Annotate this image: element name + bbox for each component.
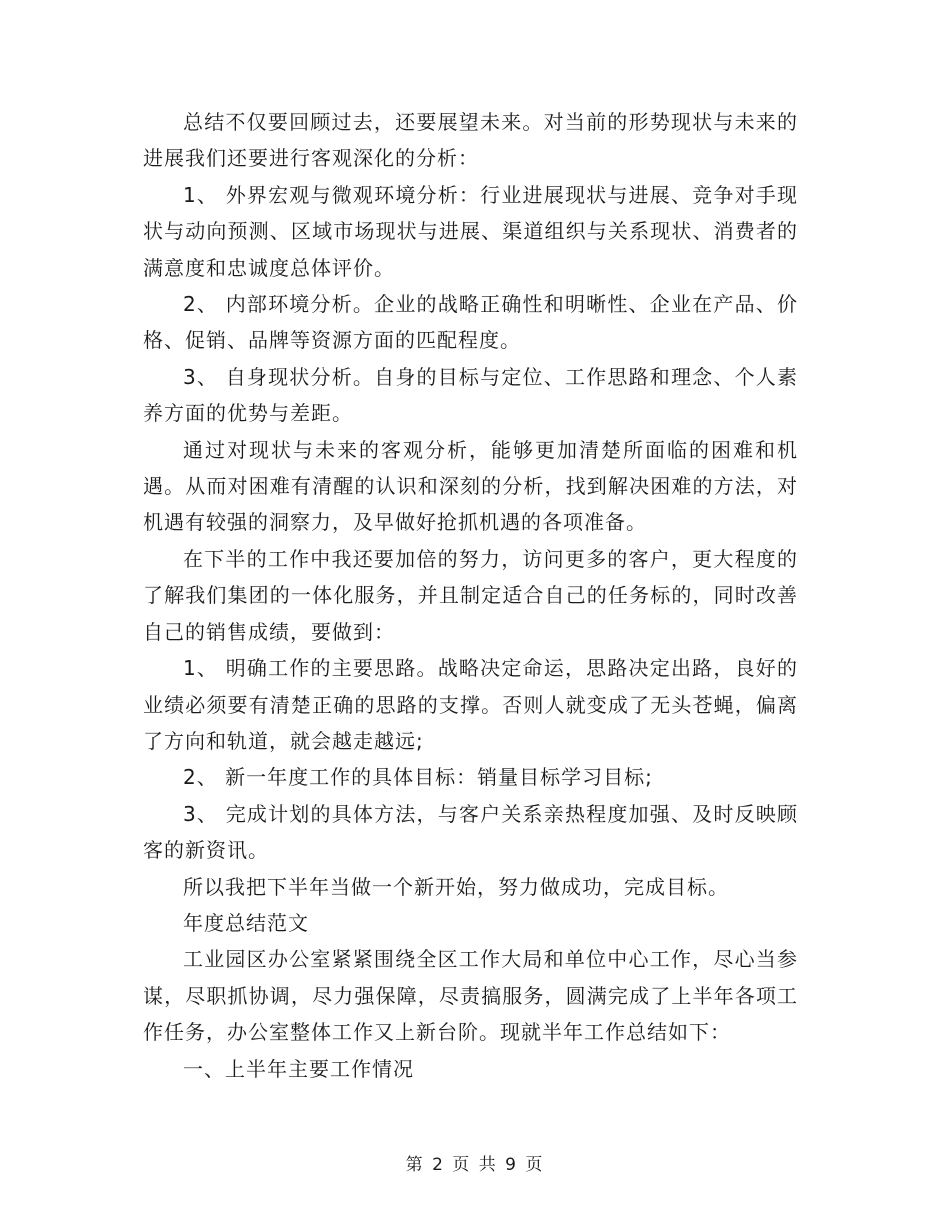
paragraph-external-analysis: 1、 外界宏观与微观环境分析：行业进展现状与进展、竞争对手现状与动向预测、区域市场现状与进展、渠道组织与关系现状、消费者的满意度和忠诚度总体评价。 [143, 182, 798, 280]
section-heading-main-work: 一、上半年主要工作情况 [183, 1056, 414, 1081]
paragraph-clear-thinking: 1、 明确工作的主要思路。战略决定命运，思路决定出路，良好的业绩必须要有清楚正确的思路的支撑。否则人就变成了无头苍蝇，偏离了方向和轨道，就会越走越远; [143, 656, 798, 753]
paragraph-self-analysis: 3、 自身现状分析。自身的目标与定位、工作思路和理念、个人素养方面的优势与差距。 [143, 364, 798, 426]
paragraph-second-half-plan: 在下半的工作中我还要加倍的努力，访问更多的客户，更大程度的了解我们集团的一体化服务，并且制定适合自己的任务标的，同时改善自己的销售成绩，要做到： [143, 546, 798, 644]
paragraph-internal-analysis: 2、 内部环境分析。企业的战略正确性和明晰性、企业在产品、价格、促销、品牌等资源方面的匹配程度。 [143, 292, 798, 353]
document-body [143, 104, 798, 1087]
paragraph-office-work: 工业园区办公室紧紧围绕全区工作大局和单位中心工作，尽心当参谋，尽职抓协调，尽力强保障，尽责搞服务，圆满完成了上半年各项工作任务，办公室整体工作又上新台阶。现就半年工作总结如下： [143, 947, 798, 1045]
paragraph-specific-goals: 2、 新一年度工作的具体目标：销量目标学习目标; [183, 765, 653, 790]
paragraph-intro: 总结不仅要回顾过去，还要展望未来。对当前的形势现状与未来的进展我们还要进行客观深化的分析： [143, 110, 798, 171]
page-number-footer: 第 2 页 共 9 页 [405, 1155, 545, 1175]
paragraph-opportunity: 通过对现状与未来的客观分析，能够更加清楚所面临的困难和机遇。从而对困难有清醒的认识和深刻的分析，找到解决困难的方法，对机遇有较强的洞察力，及早做好抢抓机遇的各项准备。 [143, 437, 798, 535]
paragraph-methods: 3、 完成计划的具体方法，与客户关系亲热程度加强、及时反映顾客的新资讯。 [143, 801, 798, 863]
paragraph-new-start: 所以我把下半年当做一个新开始，努力做成功，完成目标。 [183, 874, 729, 899]
section-title-annual-summary: 年度总结范文 [183, 910, 309, 935]
